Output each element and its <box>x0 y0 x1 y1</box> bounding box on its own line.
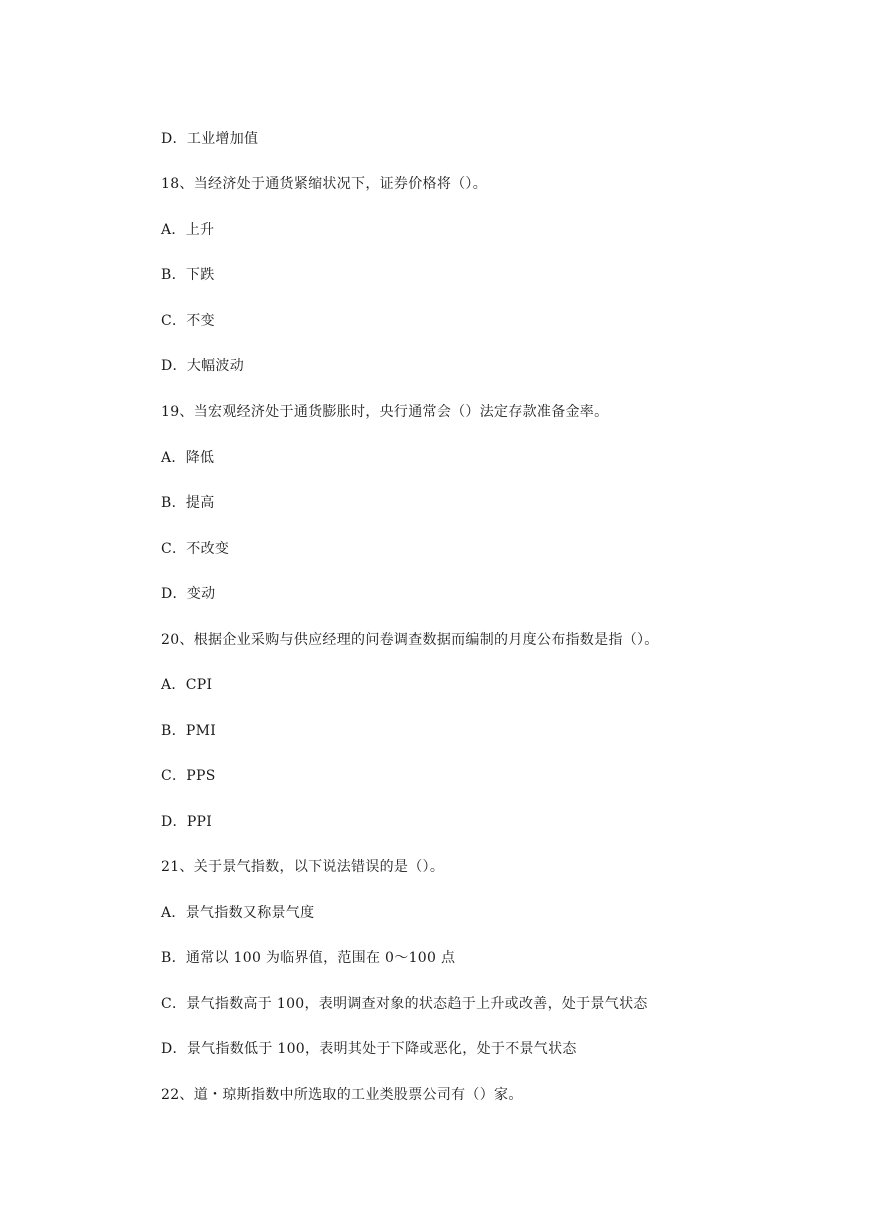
option-a-q19: A．降低 <box>161 450 215 466</box>
option-d-q21: D．景气指数低于 100，表明其处于下降或恶化，处于不景气状态 <box>161 1041 577 1057</box>
question-19: 19、当宏观经济处于通货膨胀时，央行通常会（）法定存款准备金率。 <box>161 404 609 420</box>
option-b-q19: B．提高 <box>161 495 215 511</box>
option-c-q19: C．不改变 <box>161 541 230 557</box>
option-a-q21: A．景气指数又称景气度 <box>161 905 315 921</box>
question-18: 18、当经济处于通货紧缩状况下，证券价格将（）。 <box>161 176 488 192</box>
option-a-q18: A．上升 <box>161 222 215 238</box>
option-d-q17: D．工业增加值 <box>161 131 259 147</box>
option-c-q21: C．景气指数高于 100，表明调查对象的状态趋于上升或改善，处于景气状态 <box>161 996 648 1012</box>
option-b-q21: B．通常以 100 为临界值，范围在 0～100 点 <box>161 950 456 966</box>
question-21: 21、关于景气指数，以下说法错误的是（）。 <box>161 859 445 875</box>
question-20: 20、根据企业采购与供应经理的问卷调查数据而编制的月度公布指数是指（）。 <box>161 632 659 648</box>
option-d-q20: D．PPI <box>161 814 213 830</box>
option-c-q18: C．不变 <box>161 313 215 329</box>
option-c-q20: C．PPS <box>161 768 216 784</box>
option-b-q20: B．PMI <box>161 723 217 739</box>
option-d-q18: D．大幅波动 <box>161 358 245 374</box>
question-22: 22、道・琼斯指数中所选取的工业类股票公司有（）家。 <box>161 1087 523 1103</box>
option-a-q20: A．CPI <box>161 677 213 693</box>
option-d-q19: D．变动 <box>161 586 216 602</box>
option-b-q18: B．下跌 <box>161 267 215 283</box>
